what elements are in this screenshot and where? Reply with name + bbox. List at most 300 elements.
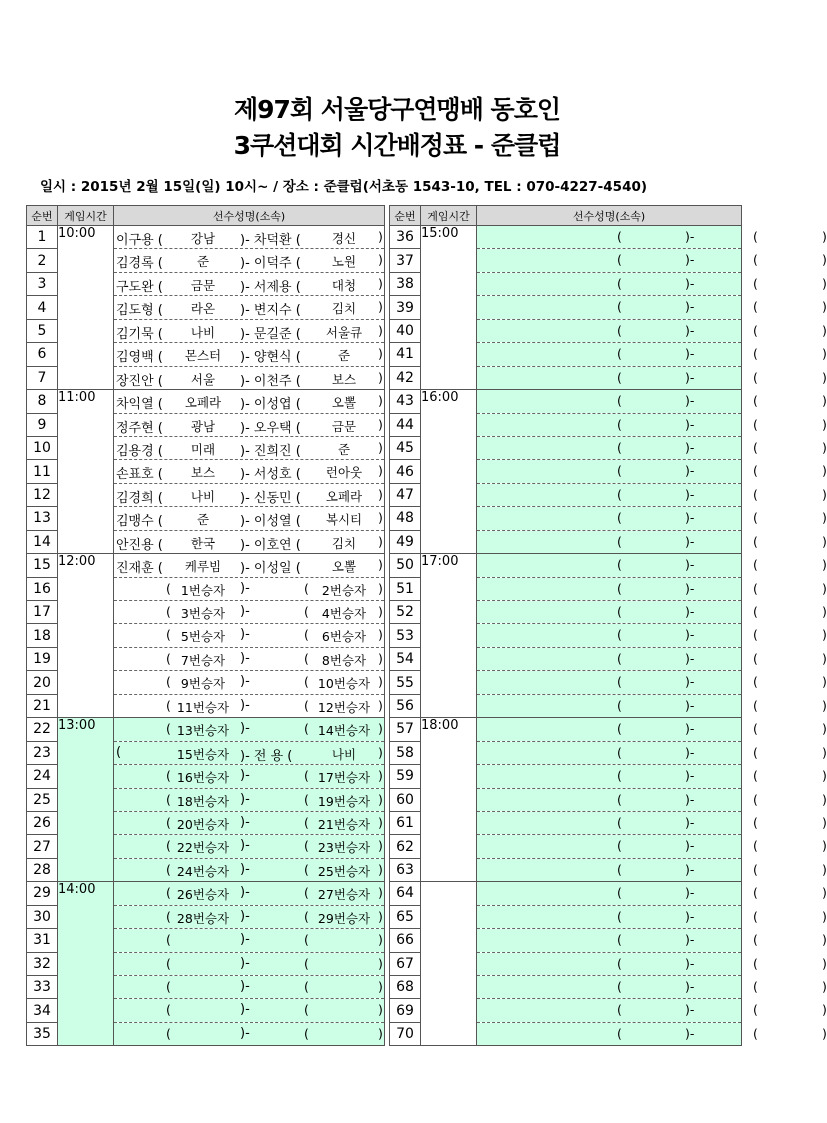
table-row — [390, 390, 742, 413]
match-players — [477, 413, 827, 436]
table-row — [27, 483, 385, 506]
separator: )- — [685, 955, 695, 971]
match-players — [477, 554, 827, 577]
open-paren: ( — [753, 533, 758, 549]
open-paren: ( — [166, 721, 171, 737]
table-row — [390, 530, 742, 553]
open-paren: ( — [753, 580, 758, 596]
open-paren: ( — [304, 814, 309, 830]
table-row — [390, 905, 742, 928]
order-number: 9 — [27, 413, 58, 436]
open-paren: ( — [166, 838, 171, 854]
open-paren: ( — [753, 369, 758, 385]
table-row — [27, 741, 385, 764]
table-row — [27, 249, 385, 272]
open-paren: ( — [617, 1002, 622, 1018]
separator: )- — [685, 1002, 695, 1018]
match-players — [477, 765, 827, 788]
close-paren: ) — [822, 697, 827, 713]
game-time: 18:00 — [421, 718, 477, 741]
game-time — [421, 577, 477, 600]
close-paren: ) — [378, 393, 383, 409]
order-number: 11 — [27, 460, 58, 483]
table-row — [390, 366, 742, 389]
player2-club: 노원 — [331, 254, 357, 270]
order-number: 36 — [390, 226, 421, 249]
game-time — [421, 671, 477, 694]
table-row — [390, 952, 742, 975]
game-time — [421, 811, 477, 834]
order-number: 55 — [390, 671, 421, 694]
table-row — [390, 671, 742, 694]
separator: )- — [685, 885, 695, 901]
game-time: 13:00 — [58, 718, 114, 741]
table-row — [390, 319, 742, 342]
order-number: 41 — [390, 343, 421, 366]
table-row — [390, 554, 742, 577]
separator: )- — [685, 838, 695, 854]
match-players — [114, 999, 385, 1022]
player2-name: )- — [240, 955, 250, 971]
open-paren: ( — [753, 955, 758, 971]
order-number: 35 — [27, 1022, 58, 1045]
player2-name: )- — [240, 814, 250, 830]
table-row — [390, 999, 742, 1022]
close-paren: ) — [822, 229, 827, 244]
game-time — [58, 601, 114, 624]
close-paren: ) — [378, 674, 383, 690]
order-number: 33 — [27, 976, 58, 999]
open-paren: ( — [753, 650, 758, 666]
open-paren: ( — [753, 1002, 758, 1018]
match-players — [114, 577, 385, 600]
separator: )- — [685, 275, 695, 291]
header-order: 순번 — [27, 206, 58, 226]
open-paren: ( — [617, 604, 622, 619]
close-paren: ) — [378, 1002, 383, 1018]
match-players — [477, 647, 827, 670]
table-row — [27, 460, 385, 483]
order-number: 52 — [390, 601, 421, 624]
player1-club: 케루빔 — [184, 559, 222, 575]
game-time: 15:00 — [421, 226, 477, 249]
open-paren: ( — [304, 791, 309, 807]
open-paren: ( — [166, 650, 171, 666]
match-players — [114, 483, 385, 506]
close-paren: ) — [378, 979, 383, 994]
open-paren: ( — [304, 955, 309, 971]
order-number: 51 — [390, 577, 421, 600]
order-number: 53 — [390, 624, 421, 647]
order-number: 8 — [27, 390, 58, 413]
player2-name: )- 진희진 ( — [240, 443, 301, 459]
open-paren: ( — [617, 861, 622, 877]
open-paren: ( — [753, 814, 758, 830]
order-number: 10 — [27, 436, 58, 459]
open-paren: ( — [166, 908, 171, 924]
player1-club: 9번승자 — [180, 676, 226, 692]
game-time — [58, 811, 114, 834]
order-number: 47 — [390, 483, 421, 506]
order-number: 59 — [390, 765, 421, 788]
table-row — [27, 952, 385, 975]
order-number: 24 — [27, 765, 58, 788]
match-players — [477, 366, 827, 389]
player2-club: 25번승자 — [317, 863, 371, 879]
player2-name: )- — [240, 932, 250, 948]
open-paren: ( — [617, 533, 622, 549]
match-players — [477, 788, 827, 811]
player2-club: 10번승자 — [317, 676, 371, 692]
open-paren: ( — [753, 275, 758, 291]
game-time: 16:00 — [421, 390, 477, 413]
game-time — [421, 436, 477, 459]
table-row — [390, 460, 742, 483]
match-players — [114, 858, 385, 881]
player1-club: 광남 — [190, 418, 216, 434]
open-paren: ( — [753, 557, 758, 573]
player2-name: )- — [240, 1025, 250, 1041]
order-number: 32 — [27, 952, 58, 975]
close-paren: ) — [822, 533, 827, 549]
player1-name: 진재훈 ( — [116, 561, 163, 577]
match-players — [477, 976, 827, 999]
game-time — [421, 530, 477, 553]
match-players — [477, 835, 827, 858]
order-number: 15 — [27, 554, 58, 577]
table-row — [390, 858, 742, 881]
order-number: 34 — [27, 999, 58, 1022]
player2-name: )- 이천주 ( — [240, 373, 301, 389]
match-players — [477, 952, 827, 975]
player2-name: )- — [240, 861, 250, 877]
close-paren: ) — [822, 885, 827, 901]
separator: )- — [685, 604, 695, 619]
open-paren: ( — [617, 744, 622, 760]
open-paren: ( — [753, 721, 758, 737]
separator: )- — [685, 674, 695, 690]
close-paren: ) — [378, 744, 383, 760]
match-players — [477, 319, 827, 342]
game-time — [58, 366, 114, 389]
player1-name: 구도완 ( — [116, 279, 163, 295]
open-paren: ( — [617, 650, 622, 666]
separator: )- — [685, 486, 695, 502]
table-row — [390, 577, 742, 600]
game-time — [58, 296, 114, 319]
close-paren: ) — [378, 322, 383, 338]
game-time — [421, 694, 477, 717]
match-players — [477, 694, 827, 717]
open-paren: ( — [753, 908, 758, 924]
open-paren: ( — [753, 861, 758, 877]
close-paren: ) — [822, 744, 827, 760]
close-paren: ) — [378, 838, 383, 854]
table-row — [390, 624, 742, 647]
order-number: 1 — [27, 226, 58, 249]
player2-name: )- 양현식 ( — [240, 350, 301, 366]
open-paren: ( — [166, 674, 171, 690]
table-row — [390, 507, 742, 530]
order-number: 56 — [390, 694, 421, 717]
close-paren: ) — [822, 861, 827, 877]
separator: )- — [685, 697, 695, 713]
match-players — [114, 530, 385, 553]
player1-club: 15번승자 — [176, 746, 230, 762]
match-players — [477, 507, 827, 530]
game-time: 12:00 — [58, 554, 114, 577]
player2-club: 17번승자 — [317, 770, 371, 786]
player1-name: 장진안 ( — [116, 373, 163, 389]
player2-club: 대청 — [331, 277, 357, 293]
table-row — [27, 905, 385, 928]
order-number: 2 — [27, 249, 58, 272]
close-paren: ) — [822, 463, 827, 479]
order-number: 45 — [390, 436, 421, 459]
player1-name: 안진용 ( — [116, 537, 163, 553]
order-number: 66 — [390, 929, 421, 952]
player2-club: 27번승자 — [317, 887, 371, 903]
order-number: 70 — [390, 1022, 421, 1045]
table-row — [27, 999, 385, 1022]
player2-club: 준 — [337, 441, 351, 457]
order-number: 7 — [27, 366, 58, 389]
open-paren: ( — [617, 908, 622, 924]
player2-name: )- — [240, 604, 250, 619]
match-players — [114, 272, 385, 295]
open-paren: ( — [304, 838, 309, 854]
close-paren: ) — [378, 604, 383, 619]
table-row — [27, 530, 385, 553]
separator: )- — [685, 463, 695, 479]
match-players — [114, 507, 385, 530]
player2-club: 6번승자 — [321, 629, 367, 645]
match-players — [477, 999, 827, 1022]
table-row — [27, 366, 385, 389]
order-number: 6 — [27, 343, 58, 366]
player2-club: 14번승자 — [317, 723, 371, 739]
table-row — [27, 319, 385, 342]
match-players — [114, 413, 385, 436]
order-number: 22 — [27, 718, 58, 741]
game-time — [58, 835, 114, 858]
table-row — [27, 835, 385, 858]
order-number: 43 — [390, 390, 421, 413]
open-paren: ( — [753, 393, 758, 409]
game-time — [58, 741, 114, 764]
open-paren: ( — [617, 580, 622, 596]
player1-club: 강남 — [190, 231, 216, 246]
order-number: 65 — [390, 905, 421, 928]
open-paren: ( — [304, 861, 309, 877]
game-time — [58, 647, 114, 670]
table-row — [390, 1022, 742, 1045]
match-players — [114, 343, 385, 366]
player2-name: )- — [240, 697, 250, 713]
player1-club: 26번승자 — [176, 887, 230, 903]
match-players — [114, 460, 385, 483]
game-time — [421, 366, 477, 389]
close-paren: ) — [378, 463, 383, 479]
order-number: 17 — [27, 601, 58, 624]
player1-club: 13번승자 — [176, 723, 230, 739]
open-paren: ( — [753, 885, 758, 901]
player2-name: )- 서제용 ( — [240, 279, 301, 295]
open-paren: ( — [617, 674, 622, 690]
order-number: 30 — [27, 905, 58, 928]
open-paren: ( — [166, 885, 171, 901]
game-time: 17:00 — [421, 554, 477, 577]
order-number: 38 — [390, 272, 421, 295]
table-row — [27, 671, 385, 694]
player2-club: 보스 — [331, 371, 357, 387]
open-paren: ( — [617, 885, 622, 901]
game-time — [421, 835, 477, 858]
game-time — [421, 1022, 477, 1045]
header-order: 순번 — [390, 206, 421, 226]
order-number: 4 — [27, 296, 58, 319]
player2-club: 준 — [337, 348, 351, 364]
match-players — [477, 601, 827, 624]
order-number: 58 — [390, 741, 421, 764]
player2-name: )- 이덕주 ( — [240, 256, 301, 272]
game-time — [421, 601, 477, 624]
player1-club: 나비 — [190, 488, 216, 504]
table-row — [390, 882, 742, 905]
player2-name: )- — [240, 580, 250, 596]
open-paren: ( — [753, 463, 758, 479]
match-players — [477, 460, 827, 483]
match-players — [477, 882, 827, 905]
open-paren: ( — [617, 416, 622, 432]
match-players — [477, 483, 827, 506]
header-time: 게임시간 — [421, 206, 477, 226]
close-paren: ) — [378, 908, 383, 924]
player2-club: 나비 — [331, 746, 357, 762]
player2-name: )- — [240, 979, 250, 994]
close-paren: ) — [822, 979, 827, 994]
close-paren: ) — [378, 932, 383, 948]
player1-club: 한국 — [190, 535, 216, 551]
open-paren: ( — [753, 346, 758, 362]
player1-name: 김도형 ( — [116, 303, 163, 319]
order-number: 64 — [390, 882, 421, 905]
order-number: 3 — [27, 272, 58, 295]
match-players — [477, 249, 827, 272]
open-paren: ( — [617, 721, 622, 737]
close-paren: ) — [822, 275, 827, 291]
player1-club: 몬스터 — [184, 348, 222, 364]
schedule-table-right — [389, 205, 827, 1046]
open-paren: ( — [166, 768, 171, 784]
match-players — [114, 694, 385, 717]
game-time — [58, 999, 114, 1022]
open-paren: ( — [617, 463, 622, 479]
game-time — [58, 624, 114, 647]
header-players: 선수성명(소속) — [114, 206, 385, 226]
game-time — [421, 858, 477, 881]
match-players — [114, 671, 385, 694]
game-time — [421, 929, 477, 952]
player1-club: 미래 — [190, 441, 216, 457]
match-players — [477, 343, 827, 366]
game-time — [421, 999, 477, 1022]
close-paren: ) — [822, 814, 827, 830]
player2-club: 김치 — [331, 535, 357, 551]
player2-name: )- 이성일 ( — [240, 561, 301, 577]
separator: )- — [685, 533, 695, 549]
open-paren: ( — [753, 744, 758, 760]
match-players — [477, 811, 827, 834]
open-paren: ( — [617, 252, 622, 268]
game-time — [58, 952, 114, 975]
close-paren: ) — [378, 510, 383, 526]
match-players — [477, 1022, 827, 1045]
player2-club: 서울큐 — [325, 324, 363, 340]
player2-name: )- — [240, 838, 250, 854]
open-paren: ( — [304, 604, 309, 619]
game-time — [58, 460, 114, 483]
separator: )- — [685, 721, 695, 737]
open-paren: ( — [166, 604, 171, 619]
open-paren: ( — [753, 768, 758, 784]
match-players — [114, 929, 385, 952]
table-row — [27, 343, 385, 366]
close-paren: ) — [378, 275, 383, 291]
game-time — [58, 319, 114, 342]
order-number: 27 — [27, 835, 58, 858]
match-players — [114, 366, 385, 389]
game-time — [421, 765, 477, 788]
player2-club: 런아웃 — [325, 465, 363, 481]
match-players — [114, 249, 385, 272]
close-paren: ) — [822, 580, 827, 596]
table-row — [27, 413, 385, 436]
open-paren: ( — [753, 1025, 758, 1041]
game-time: 10:00 — [58, 226, 114, 249]
order-number: 50 — [390, 554, 421, 577]
open-paren: ( — [166, 979, 171, 994]
table-row — [27, 601, 385, 624]
player2-name: )- 차덕환 ( — [240, 233, 301, 248]
game-time — [421, 507, 477, 530]
order-number: 29 — [27, 882, 58, 905]
separator: )- — [685, 1025, 695, 1041]
open-paren: ( — [617, 932, 622, 948]
open-paren: ( — [304, 885, 309, 901]
close-paren: ) — [378, 768, 383, 784]
table-row — [27, 882, 385, 905]
match-players — [477, 929, 827, 952]
match-players — [114, 390, 385, 413]
open-paren: ( — [753, 322, 758, 338]
open-paren: ( — [617, 346, 622, 362]
match-players — [477, 624, 827, 647]
game-time — [58, 413, 114, 436]
close-paren: ) — [378, 346, 383, 362]
separator: )- — [685, 393, 695, 409]
match-players — [477, 296, 827, 319]
close-paren: ) — [378, 439, 383, 455]
separator: )- — [685, 416, 695, 432]
order-number: 19 — [27, 647, 58, 670]
separator: )- — [685, 229, 695, 244]
close-paren: ) — [378, 416, 383, 432]
table-row — [390, 343, 742, 366]
game-time — [58, 507, 114, 530]
close-paren: ) — [378, 369, 383, 385]
close-paren: ) — [378, 252, 383, 268]
